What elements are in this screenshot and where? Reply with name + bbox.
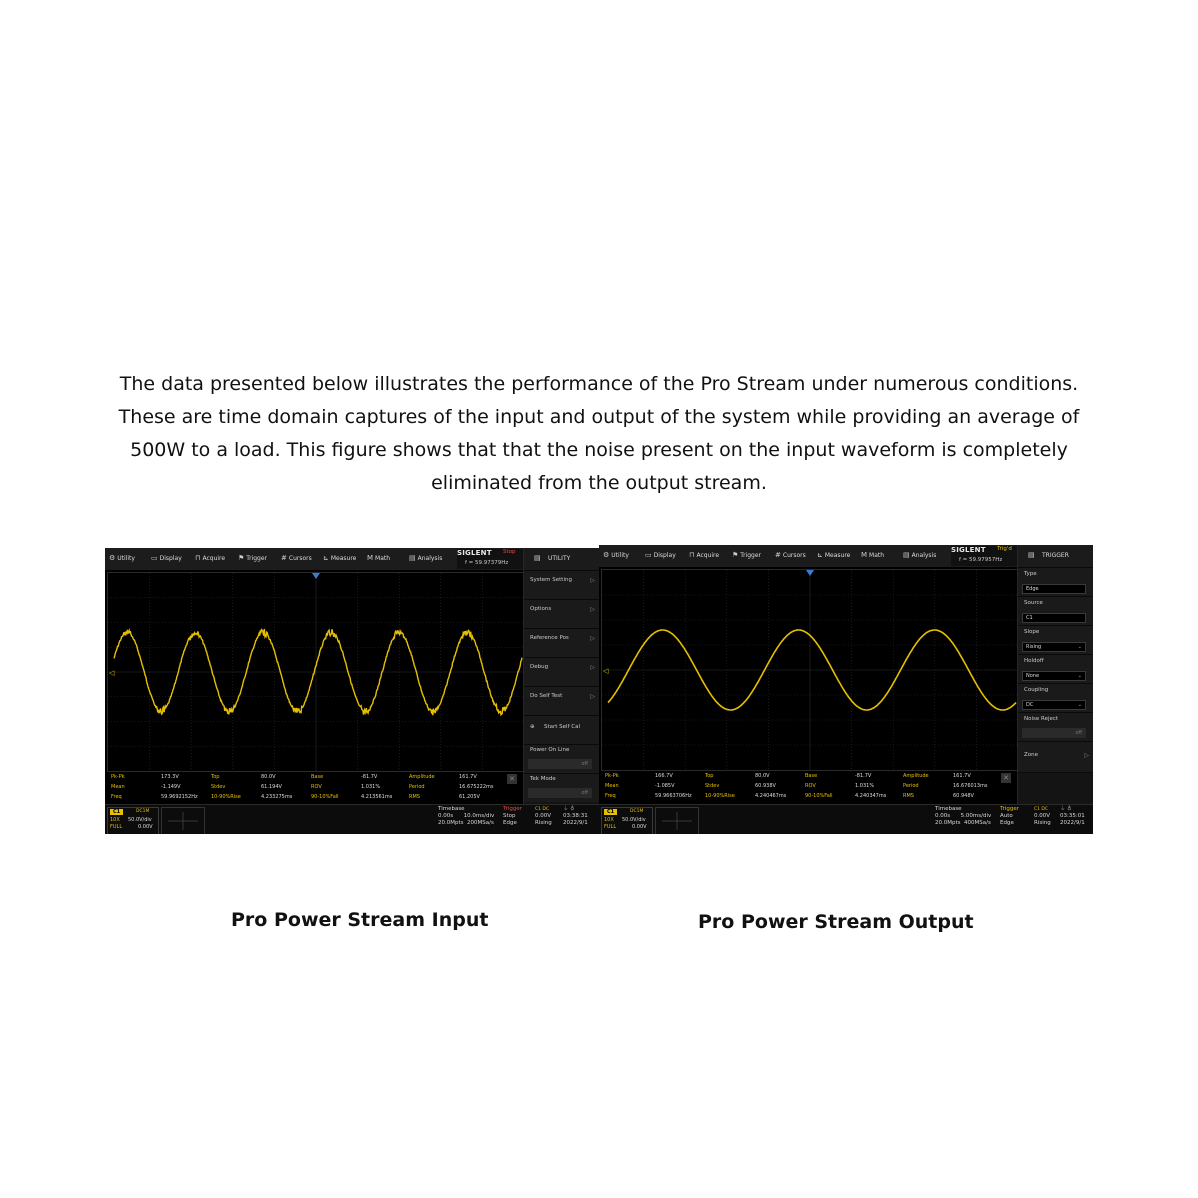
channel-descriptor[interactable]: C1 DC1M 10X 50.0V/div FULL 0.00V <box>601 807 653 834</box>
math-icon: M <box>367 554 374 562</box>
trigger-coupling[interactable]: Coupling DC ⌄ <box>1018 683 1093 712</box>
analysis-icon: ▤ <box>409 554 416 562</box>
measurement-value: 4.240347ms <box>855 793 887 799</box>
measurement-value: 4.240467ms <box>755 793 787 799</box>
measurement-value: -81.7V <box>361 774 378 780</box>
channel-marker-icon: ◁ <box>603 667 609 675</box>
intro-line: The data presented below illustrates the performance of the Pro Stream under numerous conditions. <box>119 373 1079 395</box>
chevron-down-icon: ⌄ <box>1077 644 1082 650</box>
measurement-label: Base <box>805 773 818 779</box>
panel-item-debug[interactable]: Debug ▷ <box>524 657 600 686</box>
clock: ⏚ ♁ 03:38:31 2022/9/1 <box>563 806 588 826</box>
measurement-label: 10-90%Rise <box>211 794 241 800</box>
measurement-value: 61.194V <box>261 784 282 790</box>
measurement-label: Mean <box>111 784 125 790</box>
menu-trigger[interactable]: ⚑ Trigger <box>732 551 761 559</box>
menu-cursors[interactable]: # Cursors <box>775 551 806 559</box>
measurement-label: ROV <box>311 784 322 790</box>
waveform-display <box>108 573 524 771</box>
menu-display[interactable]: ▭ Display <box>645 551 676 559</box>
measurement-value: -1.149V <box>161 784 181 790</box>
analysis-icon: ▤ <box>903 551 910 559</box>
panel-empty <box>1018 772 1093 805</box>
menu-math[interactable]: M Math <box>367 554 391 562</box>
utility-icon: ⚙ <box>603 551 610 559</box>
brand-status <box>951 546 1017 566</box>
measurement-label: Period <box>409 784 425 790</box>
measurement-table <box>107 772 523 804</box>
utility-icon: ▤ <box>534 554 541 562</box>
channel-marker-icon: ◁ <box>109 669 115 677</box>
menu-acquire[interactable]: ⊓ Acquire <box>689 551 720 559</box>
trigger-slope[interactable]: Slope Rising ⌄ <box>1018 625 1093 654</box>
brand-logo: SIGLENT <box>457 549 492 557</box>
menu-math[interactable]: M Math <box>861 551 885 559</box>
measurement-value: 59.9692152Hz <box>161 794 198 800</box>
flag-icon: ⚑ <box>238 554 245 562</box>
brand-status <box>457 549 523 569</box>
channel-descriptor[interactable]: C1 DC1M 10X 50.0V/div FULL 0.00V <box>107 807 159 834</box>
zone-item[interactable]: Zone ▷ <box>1018 741 1093 772</box>
trigger-slope-select[interactable]: Rising ⌄ <box>1022 642 1086 652</box>
menu-acquire[interactable]: ⊓ Acquire <box>195 554 226 562</box>
usb-icon: ⏚ ♁ <box>563 806 575 812</box>
measurement-value: 16.675222ms <box>459 784 494 790</box>
panel-header: ▤ TRIGGER <box>1018 545 1093 567</box>
intro-paragraph <box>100 368 1098 500</box>
tek-mode-toggle[interactable]: Tek Mode off <box>524 773 600 802</box>
close-icon[interactable]: ✕ <box>1001 773 1011 783</box>
trigger-holdoff-select[interactable]: None ⌄ <box>1022 671 1086 681</box>
waveform-grid <box>601 569 1019 771</box>
usb-icon: ⏚ ♁ <box>1060 806 1072 812</box>
measurement-value: 173.3V <box>161 774 179 780</box>
clock: ⏚ ♁ 03:35:01 2022/9/1 <box>1060 806 1085 826</box>
display-icon: ▭ <box>645 551 652 559</box>
measurement-label: Mean <box>605 783 619 789</box>
measurement-value: 80.0V <box>261 774 276 780</box>
power-on-line-toggle[interactable]: Power On Line off <box>524 744 600 773</box>
menu-analysis[interactable]: ▤ Analysis <box>903 551 937 559</box>
measurement-value: 1.031% <box>855 783 875 789</box>
measurement-label: Top <box>705 773 714 779</box>
measurement-label: 90-10%Fall <box>311 794 339 800</box>
measurement-label: RMS <box>409 794 420 800</box>
menu-utility[interactable]: ⚙ Utility <box>109 554 135 562</box>
menu-measure[interactable]: ⊾ Measure <box>323 554 357 562</box>
acquire-icon: ⊓ <box>689 551 695 559</box>
frequency-counter: f = 59.97957Hz <box>959 557 1003 563</box>
measurement-value: 166.7V <box>655 773 673 779</box>
measurement-value: 161.7V <box>459 774 477 780</box>
measurement-label: Base <box>311 774 324 780</box>
panel-item-options[interactable]: Options ▷ <box>524 599 600 628</box>
math-icon: M <box>861 551 868 559</box>
measurement-value: 59.9663706Hz <box>655 793 692 799</box>
chevron-down-icon: ⌄ <box>1077 702 1082 708</box>
measurement-value: 60.938V <box>755 783 776 789</box>
caption-output: Pro Power Stream Output <box>698 911 974 933</box>
oscilloscope-output-screenshot <box>599 545 1093 834</box>
caption-input: Pro Power Stream Input <box>231 909 489 931</box>
trigger-panel <box>1017 545 1093 804</box>
start-self-cal-button[interactable]: ⊕ Start Self Cal <box>524 715 600 744</box>
waveform-display <box>602 570 1018 770</box>
trigger-type[interactable]: Type Edge <box>1018 567 1093 596</box>
trigger-level-info[interactable]: C1 DC 0.00V Rising <box>535 807 552 826</box>
measurement-value: 161.7V <box>953 773 971 779</box>
chevron-right-icon: ▷ <box>590 664 595 671</box>
timebase-info[interactable]: Timebase 0.00s 5.00ms/div 20.0Mpts 400MSa/s <box>935 806 992 826</box>
add-channel-area[interactable] <box>161 807 205 834</box>
menu-utility[interactable]: ⚙ Utility <box>603 551 629 559</box>
trigger-position-marker <box>312 573 320 579</box>
measurement-label: Freq <box>605 793 616 799</box>
measurement-label: Freq <box>111 794 122 800</box>
measurement-label: Stdev <box>211 784 226 790</box>
measurement-value: 80.0V <box>755 773 770 779</box>
chevron-right-icon: ▷ <box>590 693 595 700</box>
trigger-info[interactable]: Trigger Auto Edge <box>1000 806 1019 826</box>
target-icon: ⊕ <box>530 724 535 730</box>
menu-cursors[interactable]: # Cursors <box>281 554 312 562</box>
panel-item-reference-pos[interactable]: Reference Pos ▷ <box>524 628 600 657</box>
measurement-label: 10-90%Rise <box>705 793 735 799</box>
display-icon: ▭ <box>151 554 158 562</box>
menu-display[interactable]: ▭ Display <box>151 554 182 562</box>
measurement-value: 1.031% <box>361 784 381 790</box>
utility-panel <box>523 548 600 804</box>
measurement-value: 60.948V <box>953 793 974 799</box>
panel-item-system-setting[interactable]: System Setting ▷ <box>524 570 600 599</box>
trigger-level-info[interactable]: C1 DC 0.00V Rising <box>1034 807 1051 826</box>
run-state[interactable]: Stop <box>503 549 516 555</box>
measurement-table <box>601 771 1017 803</box>
intro-line: These are time domain captures of the input and output of the system while providing an average of <box>118 406 1080 428</box>
intro-line: 500W to a load. This figure shows that that the noise present on the input waveform is completely <box>130 439 1068 461</box>
oscilloscope-input-screenshot <box>105 548 600 834</box>
cursors-icon: # <box>281 554 287 562</box>
measurement-value: 4.213561ms <box>361 794 393 800</box>
chevron-right-icon: ▷ <box>590 606 595 613</box>
trigger-coupling-select[interactable]: DC ⌄ <box>1022 700 1086 710</box>
measurement-label: ROV <box>805 783 816 789</box>
chevron-right-icon: ▷ <box>590 635 595 642</box>
panel-header: ▤ UTILITY <box>524 548 600 570</box>
add-channel-area[interactable] <box>655 807 699 834</box>
measurement-label: 90-10%Fall <box>805 793 833 799</box>
menu-bar <box>599 545 1017 567</box>
trigger-source-value[interactable]: C1 <box>1022 613 1086 623</box>
menu-analysis[interactable]: ▤ Analysis <box>409 554 443 562</box>
measurement-label: Period <box>903 783 919 789</box>
measurement-value: 16.676013ms <box>953 783 988 789</box>
trigger-info[interactable]: Trigger Stop Edge <box>503 806 522 826</box>
acquire-icon: ⊓ <box>195 554 201 562</box>
measure-icon: ⊾ <box>323 554 329 562</box>
trigger-holdoff[interactable]: Holdoff None ⌄ <box>1018 654 1093 683</box>
measurement-label: RMS <box>903 793 914 799</box>
measurement-label: Amplitude <box>409 774 435 780</box>
chevron-right-icon: ▷ <box>1084 752 1089 759</box>
close-icon[interactable]: ✕ <box>507 774 517 784</box>
measurement-label: Pk-Pk <box>111 774 125 780</box>
cursors-icon: # <box>775 551 781 559</box>
trigger-position-marker <box>806 570 814 576</box>
noise-reject-toggle[interactable]: Noise Reject off <box>1018 712 1093 741</box>
run-state[interactable]: Trig'd <box>997 546 1012 552</box>
status-bar <box>599 804 1093 834</box>
trigger-source[interactable]: Source C1 <box>1018 596 1093 625</box>
utility-icon: ⚙ <box>109 554 116 562</box>
brand-logo: SIGLENT <box>951 546 986 554</box>
measurement-label: Top <box>211 774 220 780</box>
measurement-value: -1.085V <box>655 783 675 789</box>
frequency-counter: f = 59.97379Hz <box>465 560 509 566</box>
measurement-label: Amplitude <box>903 773 929 779</box>
menu-measure[interactable]: ⊾ Measure <box>817 551 851 559</box>
menu-trigger[interactable]: ⚑ Trigger <box>238 554 267 562</box>
panel-item-do-self-test[interactable]: Do Self Test ▷ <box>524 686 600 715</box>
measurement-value: 4.233275ms <box>261 794 293 800</box>
chevron-down-icon: ⌄ <box>1077 673 1082 679</box>
measurement-value: 61.205V <box>459 794 480 800</box>
trigger-panel-icon: ▤ <box>1028 551 1035 559</box>
waveform-grid <box>107 572 525 772</box>
chevron-right-icon: ▷ <box>590 577 595 584</box>
flag-icon: ⚑ <box>732 551 739 559</box>
measure-icon: ⊾ <box>817 551 823 559</box>
timebase-info[interactable]: Timebase 0.00s 10.0ms/div 20.0Mpts 200MSa/s <box>438 806 495 826</box>
status-bar <box>105 804 600 834</box>
measurement-label: Pk-Pk <box>605 773 619 779</box>
trigger-type-value[interactable]: Edge <box>1022 584 1086 594</box>
measurement-value: -81.7V <box>855 773 872 779</box>
intro-line: eliminated from the output stream. <box>431 472 767 494</box>
measurement-label: Stdev <box>705 783 720 789</box>
menu-bar <box>105 548 523 570</box>
